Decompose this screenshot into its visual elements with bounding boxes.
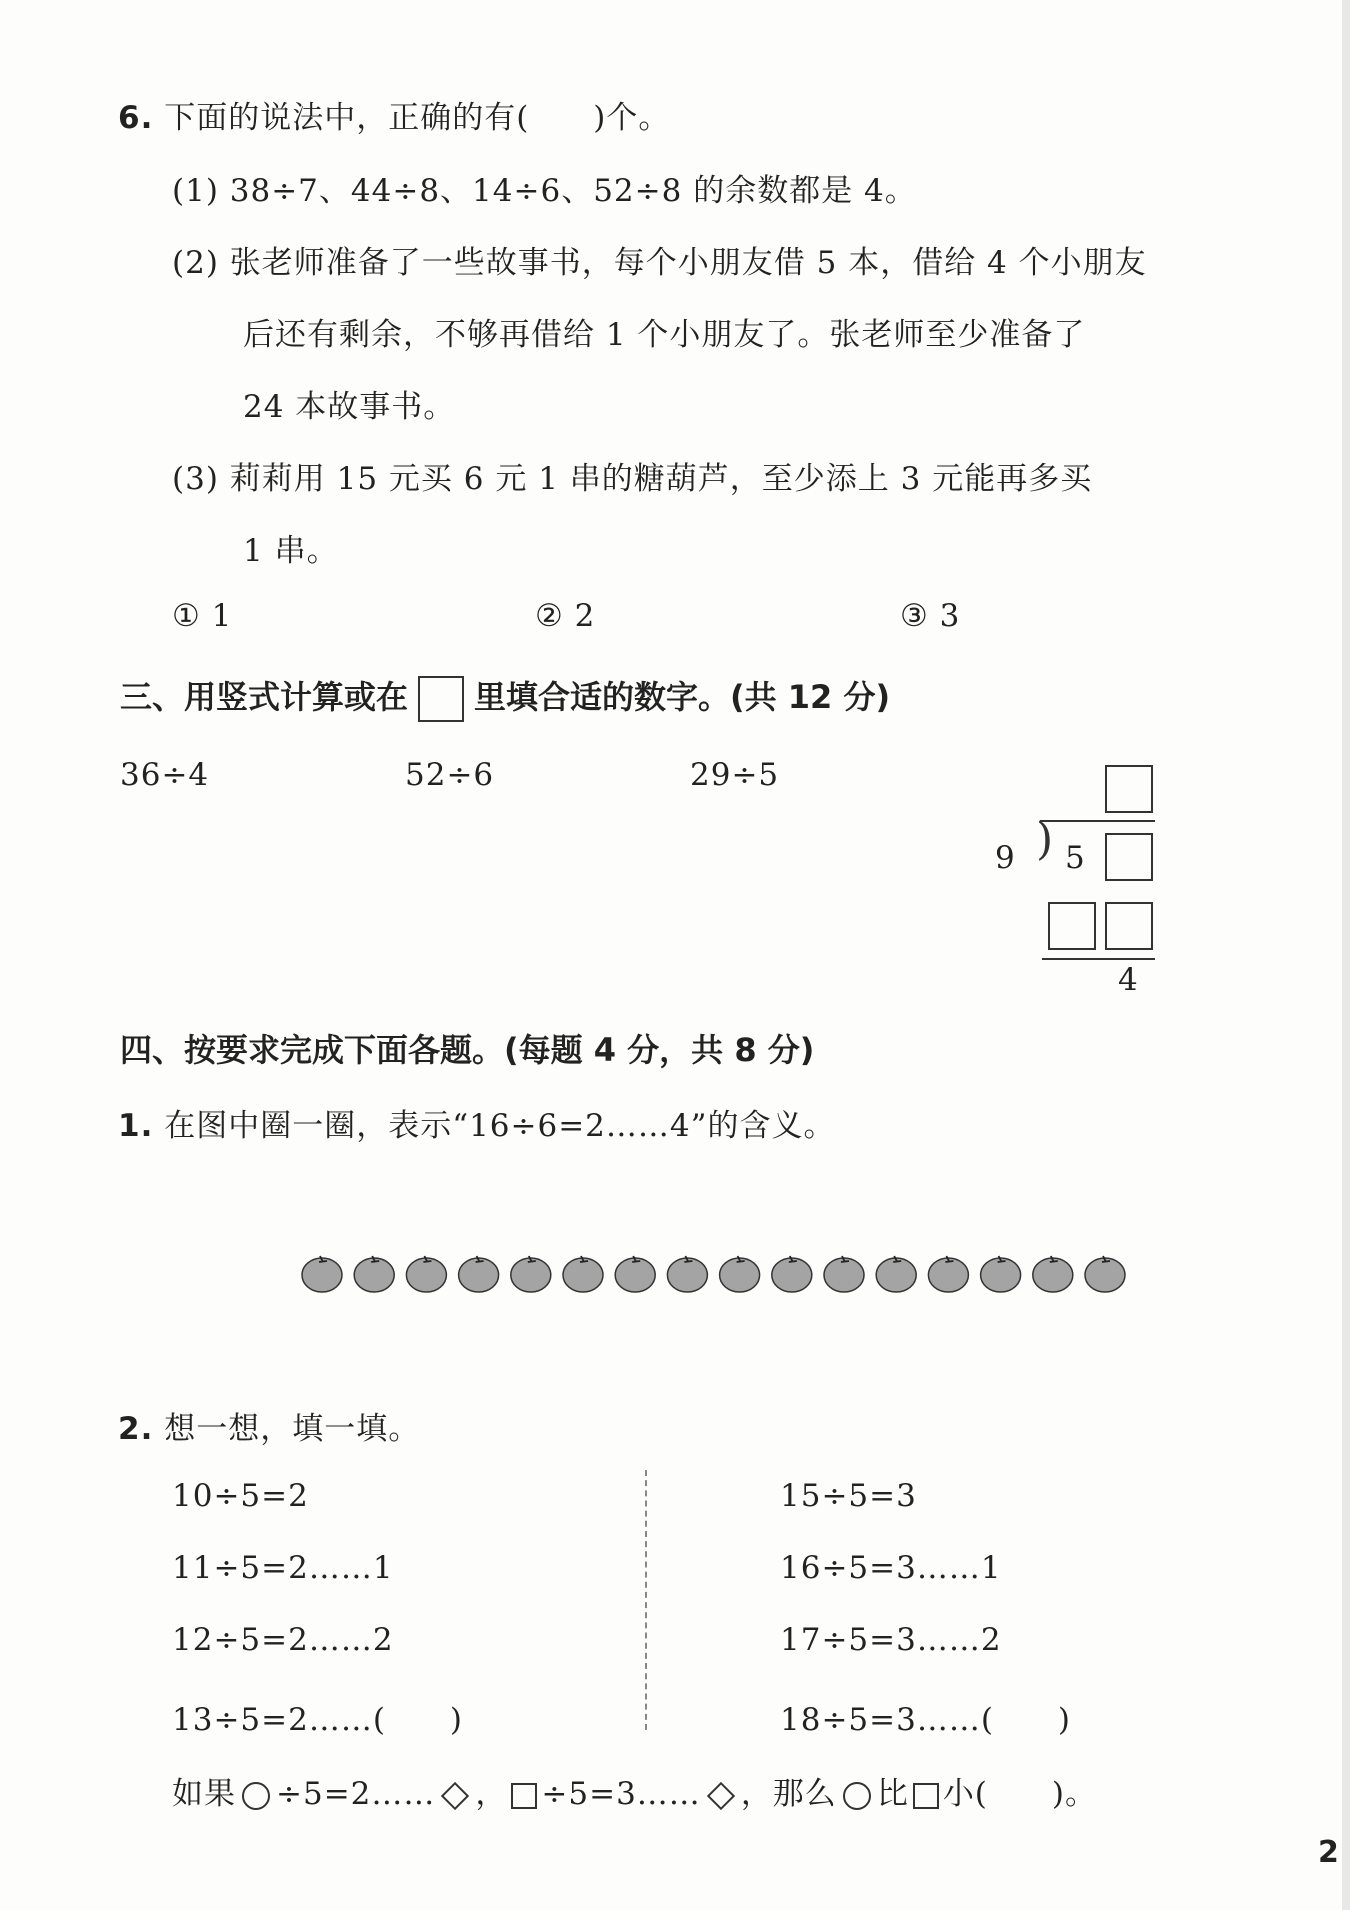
right-eq-3: 17÷5=3……2: [780, 1622, 1002, 1658]
page-edge: [1342, 0, 1350, 1910]
apple-icon: [772, 1256, 812, 1292]
apple-icon: [667, 1256, 707, 1292]
division-bar: [1040, 820, 1155, 822]
apple-icon: [981, 1256, 1021, 1292]
apple-icon: [459, 1256, 499, 1292]
square-icon: [913, 1783, 939, 1809]
q6-statement-2b: 后还有剩余，不够再借给 1 个小朋友了。张老师至少准备了: [243, 317, 1086, 353]
subtraction-line: [1042, 958, 1155, 960]
q4-2-text: 想一想，填一填。: [164, 1411, 421, 1447]
left-eq-4: 13÷5=2……( ): [172, 1702, 464, 1738]
right-eq-1: 15÷5=3: [780, 1478, 917, 1514]
q6-statement-1: (1) 38÷7、44÷8、14÷6、52÷8 的余数都是 4。: [172, 173, 917, 209]
apple-icon: [1085, 1256, 1125, 1292]
q6-title-line: [118, 92, 670, 137]
apple-icon: [354, 1256, 394, 1292]
remainder: 4: [1118, 962, 1139, 998]
apple-icon: [720, 1256, 760, 1292]
calc-2: 52÷6: [405, 757, 495, 793]
calc-3: 29÷5: [690, 757, 780, 793]
q6-option-3: ③ 3: [900, 598, 961, 634]
circle-icon: [843, 1782, 871, 1810]
dividend-box[interactable]: [1105, 833, 1153, 881]
q6-statement-2a: (2) 张老师准备了一些故事书，每个小朋友借 5 本，借给 4 个小朋友: [172, 245, 1147, 281]
product-box-2[interactable]: [1105, 902, 1153, 950]
q6-option-1: ① 1: [172, 598, 233, 634]
right-eq-2: 16÷5=3……1: [780, 1550, 1002, 1586]
q6-option-2: ② 2: [535, 598, 596, 634]
final-post: 小( )。: [942, 1776, 1098, 1812]
left-eq-3: 12÷5=2……2: [172, 1622, 394, 1658]
section-4-title: 四、按要求完成下面各题。(每题 4 分，共 8 分): [120, 1031, 815, 1069]
final-mid1: ÷5=2……: [276, 1776, 436, 1812]
final-pre: 如果: [172, 1776, 236, 1812]
q4-2-line: [118, 1403, 420, 1448]
apple-icon: [928, 1256, 968, 1292]
division-bracket-icon: ): [1036, 814, 1054, 865]
q6-statement-3b: 1 串。: [243, 533, 339, 569]
q4-1-text: 在图中圈一圈，表示“16÷6=2……4”的含义。: [164, 1108, 836, 1144]
apple-icon: [302, 1256, 342, 1292]
q6-statement-3a: (3) 莉莉用 15 元买 6 元 1 串的糖葫芦，至少添上 3 元能再多买: [172, 461, 1093, 497]
apple-icon: [615, 1256, 655, 1292]
apple-icon: [876, 1256, 916, 1292]
apple-icon: [1033, 1256, 1073, 1292]
section-3-title: [120, 672, 890, 722]
page-number: 2: [1318, 1835, 1339, 1870]
q4-1-line: [118, 1100, 835, 1145]
apple-icon: [406, 1256, 446, 1292]
q6-title: 下面的说法中，正确的有( )个。: [164, 100, 671, 136]
column-divider: [645, 1470, 647, 1730]
final-mid3: ÷5=3……: [541, 1776, 701, 1812]
final-mid4: ，那么: [740, 1776, 837, 1812]
apple-row: [298, 1240, 1138, 1300]
product-box-1[interactable]: [1048, 902, 1096, 950]
final-mid2: ，: [475, 1776, 508, 1812]
calc-1: 36÷4: [120, 757, 210, 793]
right-eq-4: 18÷5=3……( ): [780, 1702, 1072, 1738]
answer-box-icon: [418, 676, 464, 722]
left-eq-1: 10÷5=2: [172, 1478, 309, 1514]
section-3-title-post: 里填合适的数字。(共 12 分): [474, 678, 891, 716]
apple-icon: [824, 1256, 864, 1292]
q6-number: 6.: [118, 100, 154, 136]
diamond-icon: [707, 1781, 735, 1809]
apple-icon: [511, 1256, 551, 1292]
circle-icon: [242, 1782, 270, 1810]
divisor: 9: [995, 840, 1016, 876]
q4-1-number: 1.: [118, 1108, 154, 1144]
final-statement: [172, 1768, 1097, 1813]
final-mid5: 比: [876, 1776, 909, 1812]
diamond-icon: [441, 1781, 469, 1809]
square-icon: [511, 1783, 537, 1809]
apple-icon: [563, 1256, 603, 1292]
section-3-title-pre: 三、用竖式计算或在: [120, 678, 409, 716]
quotient-box[interactable]: [1105, 765, 1153, 813]
q4-2-number: 2.: [118, 1411, 154, 1447]
left-eq-2: 11÷5=2……1: [172, 1550, 394, 1586]
dividend-digit: 5: [1065, 840, 1086, 876]
q6-statement-2c: 24 本故事书。: [243, 389, 456, 425]
